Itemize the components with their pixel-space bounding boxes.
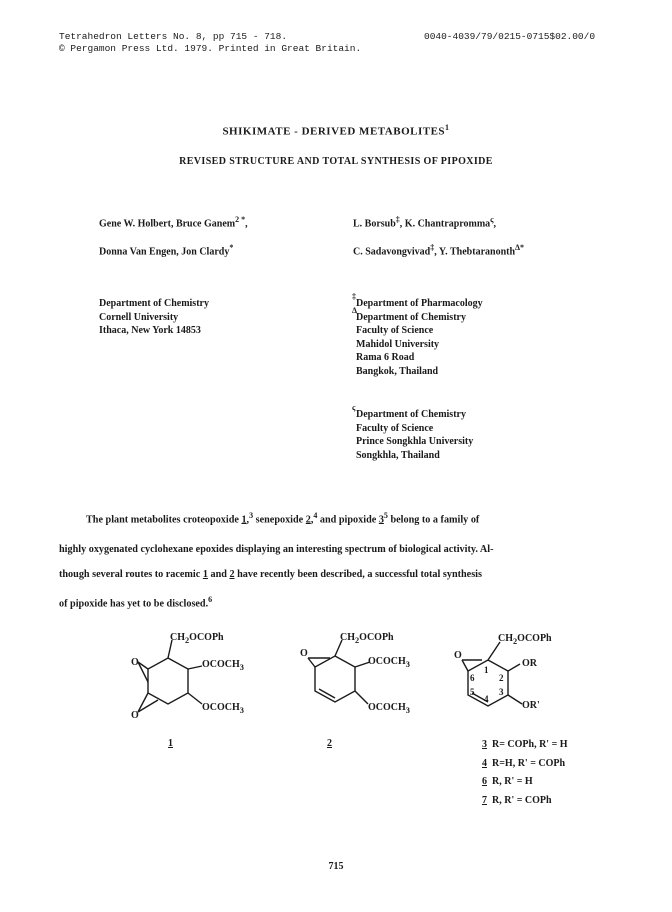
mark-delta: Δ [352, 306, 358, 315]
structure-2-drawing [290, 630, 440, 730]
s3-or: OR [522, 658, 537, 669]
s2-epoxide-o: O [300, 648, 308, 659]
structure-1 [110, 630, 280, 730]
s3-ch2ocoph: $CH_2OCOPh$ [498, 633, 552, 646]
affiliation-cornell: Department of Chemistry Cornell University Ithaca, New York 14853 [99, 298, 209, 336]
journal-line: Tetrahedron Letters No. 8, pp 715 - 718. [59, 31, 288, 42]
legend-row: 4 R=H, R' = COPh [482, 757, 566, 769]
compound-legend [482, 736, 568, 810]
s2-ch2ocoph: $CH_2OCOPh$ [340, 632, 394, 645]
article-code: 0040-4039/79/0215-0715$02.00/0 [424, 31, 596, 42]
s3-num-5: 5 [470, 687, 475, 697]
legend-row: 6 R, R' = H [482, 776, 533, 787]
structure-2 [290, 630, 440, 730]
page-title: SHIKIMATE - DERIVED METABOLITES$^1$ [222, 123, 450, 138]
copyright-line: © Pergamon Press Ltd. 1979. Printed in Great Britain. [59, 43, 362, 54]
page-number: 715 [328, 861, 344, 872]
s1-epoxide-o2: O [131, 710, 139, 721]
s3-num-1: 1 [484, 665, 489, 675]
paragraph-line-2: highly oxygenated cyclohexane epoxides displaying an interesting spectrum of biological activity. Al- [59, 544, 494, 555]
s3-num-6: 6 [470, 673, 475, 683]
affiliation-songkhla: Department of Chemistry Faculty of Science Prince Songkhla University Songkhla, Thailand [356, 409, 474, 461]
paragraph-line-4: of pipoxide has yet to be disclosed.$^6$ [59, 595, 213, 610]
s2-ococh3-a: $OCOCH_3$ [368, 656, 410, 669]
s1-ococh3-a: $OCOCH_3$ [202, 659, 244, 672]
authors-right-2: C. Sadavongvivad‡, Y. Thebtaranonth$^{\Delta*}$ [353, 243, 525, 258]
paragraph-line-1: The plant metabolites croteopoxide 1,$^3$ senepoxide 2,$^4$ and pipoxide $3^5$ belong to a family of [86, 511, 480, 526]
s3-num-2: 2 [499, 673, 504, 683]
structure-2-label: 2 [327, 738, 332, 749]
authors-left-1: Gene W. Holbert, Bruce Ganem$^{2 *}$, [99, 215, 248, 230]
s2-ococh3-b: $OCOCH_3$ [368, 702, 410, 715]
affiliation-mahidol: Department of Pharmacology Department of Chemistry Faculty of Science Mahidol University Rama 6 Road Bangkok, Thailand [356, 298, 483, 377]
structure-3 [450, 630, 600, 730]
s1-epoxide-o1: O [131, 657, 139, 668]
s3-num-3: 3 [499, 687, 504, 697]
legend-row: 7 R, R' = COPh [482, 794, 552, 806]
s3-num-4: 4 [484, 694, 489, 704]
mark-double-dagger: ‡ [352, 292, 356, 301]
page-subtitle: REVISED STRUCTURE AND TOTAL SYNTHESIS OF PIPOXIDE [179, 156, 493, 167]
s1-ch2ocoph: $CH_2OCOPh$ [170, 632, 224, 645]
mark-sigma: ς [352, 403, 356, 412]
s1-ococh3-b: $OCOCH_3$ [202, 702, 244, 715]
legend-row: 3 R= COPh, R' = H [482, 739, 568, 750]
authors-right-1: L. Borsub‡, K. Chantrapromma$^\varsigma$, [353, 215, 497, 230]
s3-epoxide-o: O [454, 650, 462, 661]
s3-or-prime: OR' [522, 700, 540, 711]
authors-left-2: Donna Van Engen, Jon Clardy* [99, 243, 234, 258]
structure-1-label: 1 [168, 738, 173, 749]
paragraph-line-3: though several routes to racemic 1 and 2 have recently been described, a successful total synthesis [59, 569, 482, 580]
